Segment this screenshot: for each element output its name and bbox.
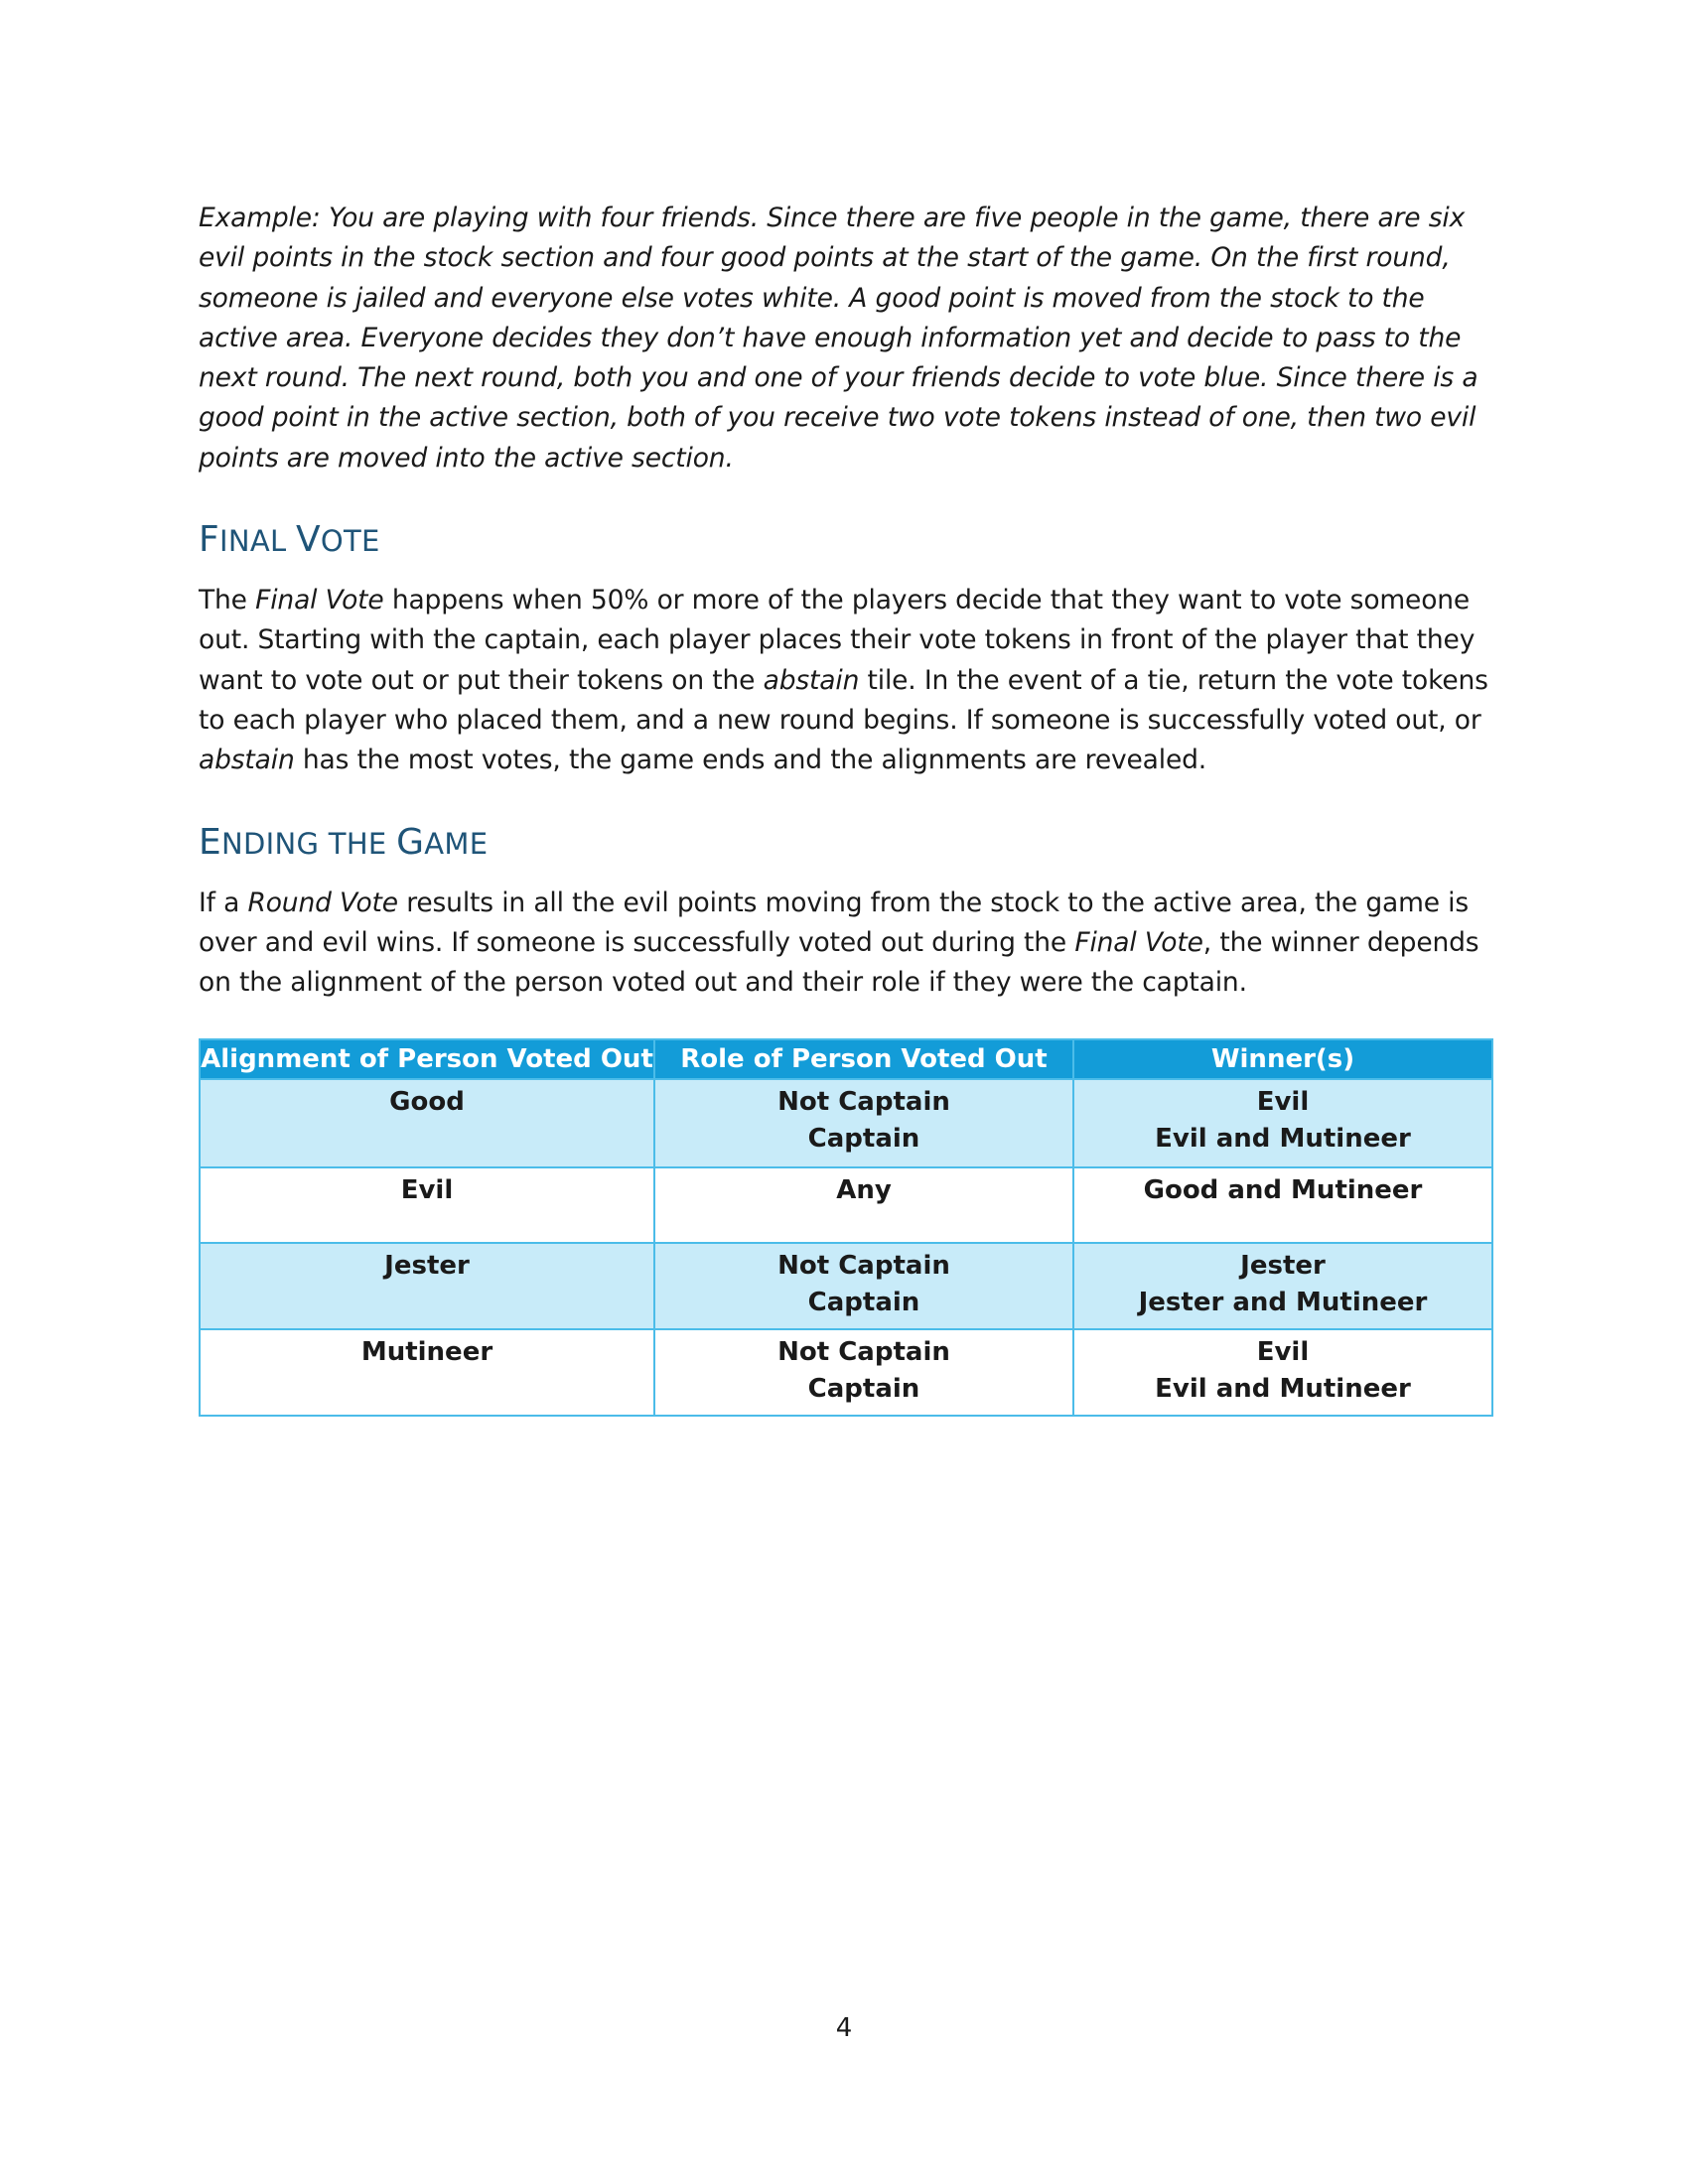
alignment-cell: Evil (200, 1167, 654, 1243)
winner-cell: Good and Mutineer (1073, 1167, 1492, 1243)
winner-cell: Evil Evil and Mutineer (1073, 1079, 1492, 1167)
winners-table (199, 1038, 1493, 1417)
table-row (200, 1167, 1492, 1243)
header-role: Role of Person Voted Out (654, 1039, 1073, 1079)
role-cell: Not Captain Captain (654, 1243, 1073, 1329)
ending-paragraph: If a Round Vote results in all the evil points moving from the stock to the active area, the game is over and evil wins. If someone is successfully voted out during the Final Vote, the winner depends on the alignment of the person voted out and their role if they were the captain. (199, 887, 1479, 999)
role-cell: Not Captain Captain (654, 1079, 1073, 1167)
alignment-cell: Good (200, 1079, 654, 1167)
final-vote-heading: FINAL VOTE (199, 519, 380, 561)
page-content (199, 199, 1491, 1417)
example-paragraph: Example: You are playing with four friends. Since there are five people in the game, there are six evil points in the stock section and four good points at the start of the game. On the first round, someone is jailed and everyone else votes white. A good point is moved from the stock to the active area. Everyone decides they don’t have enough information yet and decide to pass to the next round. The next round, both you and one of your friends decide to vote blue. Since there is a good point in the active section, both of you receive two vote tokens instead of one, then two evil points are moved into the active section. (199, 203, 1478, 474)
role-cell: Not Captain Captain (654, 1329, 1073, 1416)
winner-cell: Evil Evil and Mutineer (1073, 1329, 1492, 1416)
ending-the-game-heading: ENDING THE GAME (199, 821, 489, 863)
page-number: 4 (835, 2013, 853, 2043)
alignment-cell: Mutineer (200, 1329, 654, 1416)
alignment-cell: Jester (200, 1243, 654, 1329)
header-alignment: Alignment of Person Voted Out (200, 1039, 654, 1079)
table-header-row (200, 1039, 1492, 1079)
winner-cell: Jester Jester and Mutineer (1073, 1243, 1492, 1329)
role-cell: Any (654, 1167, 1073, 1243)
final-vote-paragraph: The Final Vote happens when 50% or more of the players decide that they want to vote someone out. Starting with the captain, each player places their vote tokens in front of the player that they want to vote out or put their tokens on the abstain tile. In the event of a tie, return the vote tokens to each player who placed them, and a new round begins. If someone is successfully voted out, or abstain has the most votes, the game ends and the alignments are revealed. (199, 585, 1488, 776)
table-row (200, 1329, 1492, 1416)
table-row (200, 1243, 1492, 1329)
header-winners: Winner(s) (1073, 1039, 1492, 1079)
table-row (200, 1079, 1492, 1167)
